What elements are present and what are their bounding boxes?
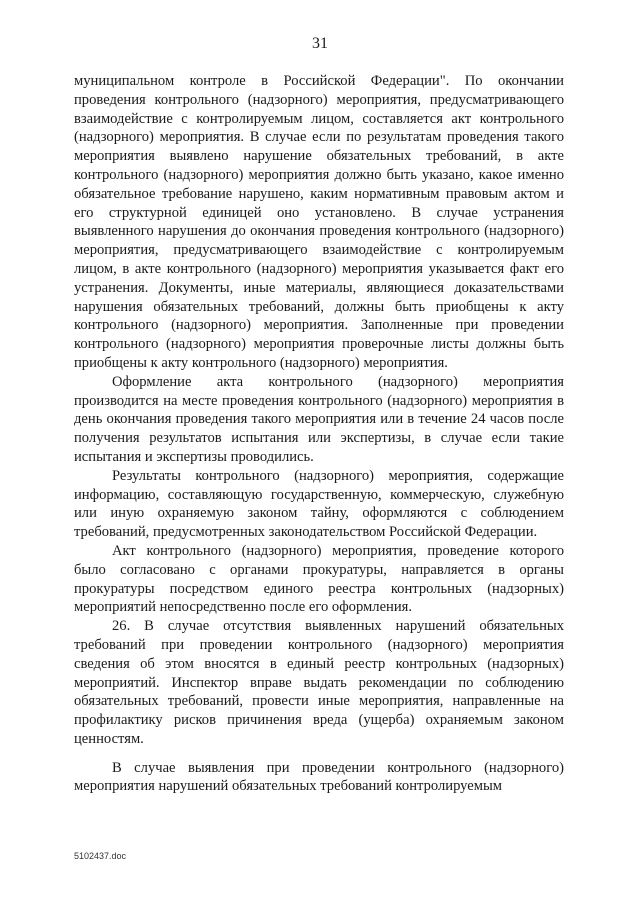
document-body — [74, 72, 564, 796]
paragraph-item-26: 26. В случае отсутствия выявленных нарушений обязательных требований при проведении контрольного (надзорного) мероприятия сведения об этом вносятся в единый реестр контрольных (надзорных) мероприятий. Инспектор вправе выдать рекомендации по соблюдению обязательных требований, провести иные мероприятия, направленные на профилактику рисков причинения вреда (ущерба) охраняемым законом ценностям. — [74, 618, 564, 747]
paragraph-secret-information: Результаты контрольного (надзорного) мероприятия, содержащие информацию, составляющую государственную, коммерческую, служебную или иную охраняемую законом тайну, оформляются с соблюдением требований, предусмотренных законодательством Российской Федерации. — [74, 467, 564, 541]
paragraph-act-formalization: Оформление акта контрольного (надзорного) мероприятия производится на месте проведения контрольного (надзорного) мероприятия в день окончания проведения такого мероприятия или в течение 24 часов после получения результатов испытания или экспертизы, в случае если такие испытания и экспертизы проводились. — [74, 373, 564, 465]
page-number: 31 — [312, 35, 328, 52]
paragraph-continuation: муниципальном контроле в Российской Федерации". По окончании проведения контрольного (надзорного) мероприятия, предусматривающего взаимодействие с контролируемым лицом, составляется акт контрольного (надзорного) мероприятия. В случае если по результатам проведения такого мероприятия выявлено нарушение обязательных требований, в акте контрольного (надзорного) мероприятия должно быть указано, какое именно обязательное требование нарушено, каким нормативным правовым актом и его структурной единицей оно установлено. В случае устранения выявленного нарушения до окончания проведения контрольного (надзорного) мероприятия, предусматривающего взаимодействие с контролируемым лицом, в акте контрольного (надзорного) мероприятия указывается факт его устранения. Документы, иные материалы, являющиеся доказательствами нарушения обязательных требований, должны быть приобщены к акту контрольного (надзорного) мероприятия. Заполненные при проведении контрольного (надзорного) мероприятия проверочные листы должны быть приобщены к акту контрольного (надзорного) мероприятия. — [74, 73, 564, 371]
paragraph-prosecutor-act: Акт контрольного (надзорного) мероприятия, проведение которого было согласовано с органами прокуратуры, направляется в органы прокуратуры посредством единого реестра контрольных (надзорных) мероприятий непосредственно после его оформления. — [74, 542, 564, 616]
paragraph-violations-found: В случае выявления при проведении контрольного (надзорного) мероприятия нарушений обязательных требований контролируемым — [74, 759, 564, 795]
footer-filename: 5102437.doc — [74, 851, 127, 861]
